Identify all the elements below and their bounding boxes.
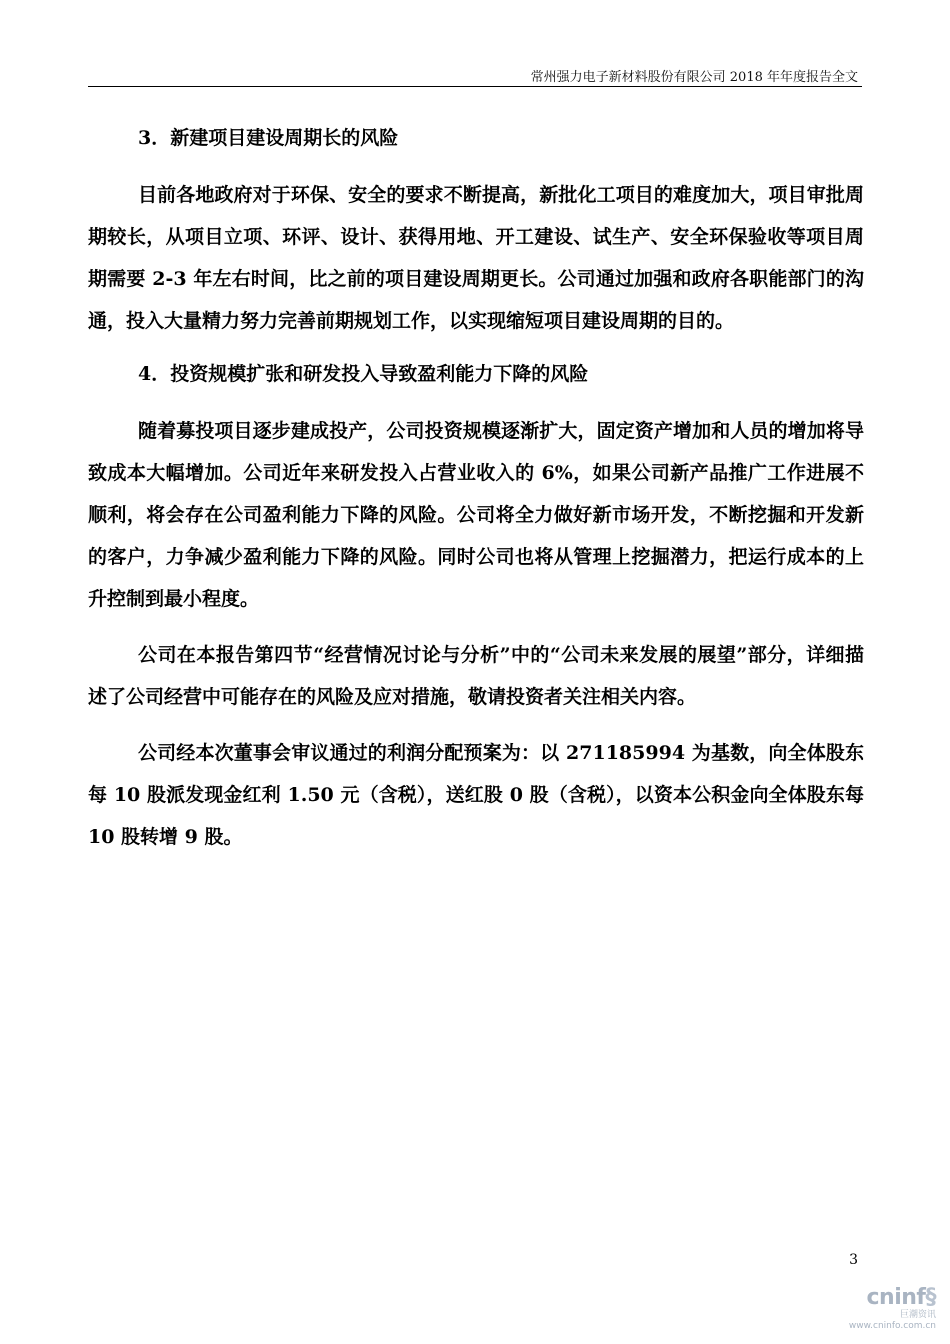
- cninfo-watermark: [826, 1286, 936, 1336]
- cninfo-subtitle: 巨潮资讯: [899, 1310, 936, 1320]
- profit-distribution-paragraph: 公司经本次董事会审议通过的利润分配预案为：以 271185994 为基数，向全体股东每 10 股派发现金红利 1.50 元（含税），送红股 0 股（含税），以资本公积金向全体股东每 10 股转增 9 股。: [88, 742, 864, 848]
- document-body: [88, 120, 864, 872]
- cninfo-logo: [826, 1286, 936, 1310]
- header-divider: [88, 86, 862, 87]
- section-4-paragraph: 随着募投项目逐步建成投产，公司投资规模逐渐扩大，固定资产增加和人员的增加将导致成本大幅增加。公司近年来研发投入占营业收入的 6%，如果公司新产品推广工作进展不顺利，将会存在公司盈利能力下降的风险。公司将全力做好新市场开发，不断挖掘和开发新的客户，力争减少盈利能力下降的风险。同时公司也将从管理上挖掘潜力，把运行成本的上升控制到最小程度。: [88, 420, 864, 610]
- page-number: 3: [849, 1252, 858, 1268]
- cninfo-logo-text: cninf: [866, 1285, 926, 1310]
- cninfo-url: www.cninfo.com.cn: [848, 1321, 936, 1331]
- section-3-paragraph: 目前各地政府对于环保、安全的要求不断提高，新批化工项目的难度加大，项目审批周期较长，从项目立项、环评、设计、获得用地、开工建设、试生产、安全环保验收等项目周期需要 2-3 年左右时间，比之前的项目建设周期更长。公司通过加强和政府各职能部门的沟通，投入大量精力努力完善前期规划工作，以实现缩短项目建设周期的目的。: [88, 184, 864, 332]
- risk-reference-paragraph: 公司在本报告第四节“经营情况讨论与分析”中的“公司未来发展的展望”部分，详细描述了公司经营中可能存在的风险及应对措施，敬请投资者关注相关内容。: [88, 644, 864, 708]
- swirl-icon: §: [925, 1285, 936, 1310]
- report-header-title: 常州强力电子新材料股份有限公司 2018 年年度报告全文: [530, 70, 858, 85]
- section-heading-3: 3．新建项目建设周期长的风险: [138, 127, 399, 149]
- section-heading-4: 4．投资规模扩张和研发投入导致盈利能力下降的风险: [138, 363, 589, 385]
